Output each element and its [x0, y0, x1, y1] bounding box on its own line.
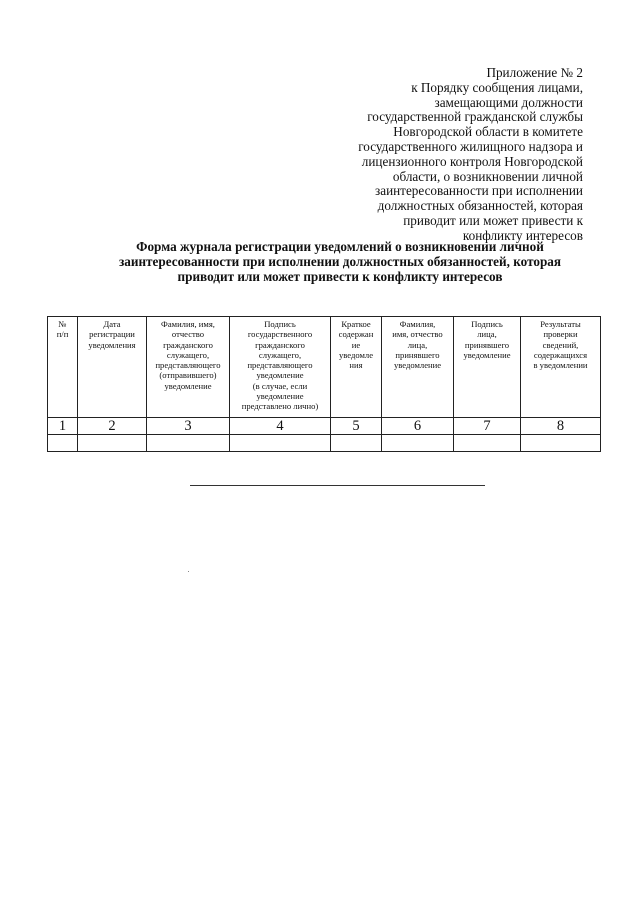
header-row	[48, 317, 601, 418]
appendix-header	[283, 66, 583, 244]
appendix-line: области, о возникновении личной	[392, 168, 583, 184]
empty-cell	[147, 435, 230, 452]
appendix-line: государственной гражданской службы	[367, 109, 583, 125]
appendix-line: приводит или может привести к	[403, 212, 583, 228]
empty-cell	[382, 435, 454, 452]
journal-table	[47, 316, 601, 452]
empty-cell	[521, 435, 601, 452]
empty-cell	[48, 435, 78, 452]
column-number: 5	[331, 418, 382, 435]
header-cell-employee-name: Фамилия, имя, отчество гражданского служащего, представляющего (отправившего) уведомление	[147, 317, 230, 418]
empty-cell	[331, 435, 382, 452]
column-number: 8	[521, 418, 601, 435]
header-cell-summary: Краткое содержан ие уведомле ния	[331, 317, 382, 418]
header-cell-employee-signature: Подпись государственного гражданского служащего, представляющего уведомление (в случае, если уведомление представлено лично)	[230, 317, 331, 418]
form-title	[60, 240, 620, 284]
header-cell-check-results: Результаты проверки сведений, содержащихся в уведомлении	[521, 317, 601, 418]
header-cell-receiver-name: Фамилия, имя, отчество лица, принявшего уведомление	[382, 317, 454, 418]
column-number: 3	[147, 418, 230, 435]
appendix-line: заинтересованности при исполнении	[375, 183, 583, 199]
column-number-row	[48, 418, 601, 435]
header-cell-registration-date: Дата регистрации уведомления	[78, 317, 147, 418]
column-number: 1	[48, 418, 78, 435]
column-number: 2	[78, 418, 147, 435]
appendix-line: Приложение № 2	[486, 65, 583, 80]
title-line: Форма журнала регистрации уведомлений о возникновении личной	[136, 239, 544, 254]
appendix-line: конфликту интересов	[462, 227, 583, 243]
empty-entry-row	[48, 435, 601, 452]
appendix-line: замещающими должности	[434, 94, 583, 110]
title-line: заинтересованности при исполнении должностных обязанностей, которая	[118, 253, 562, 269]
scan-speck	[188, 571, 189, 572]
header-cell-number: № п/п	[48, 317, 78, 418]
empty-cell	[230, 435, 331, 452]
appendix-line: должностных обязанностей, которая	[377, 198, 583, 214]
column-number: 4	[230, 418, 331, 435]
appendix-line: к Порядку сообщения лицами,	[411, 79, 583, 95]
appendix-line: государственного жилищного надзора и	[358, 138, 583, 154]
appendix-line: лицензионного контроля Новгородской	[361, 153, 583, 169]
header-cell-receiver-signature: Подпись лица, принявшего уведомление	[454, 317, 521, 418]
column-number: 7	[454, 418, 521, 435]
empty-cell	[78, 435, 147, 452]
appendix-line: Новгородской области в комитете	[393, 124, 583, 140]
closing-rule	[190, 485, 485, 486]
column-number: 6	[382, 418, 454, 435]
empty-cell	[454, 435, 521, 452]
title-line: приводит или может привести к конфликту интересов	[177, 268, 503, 284]
